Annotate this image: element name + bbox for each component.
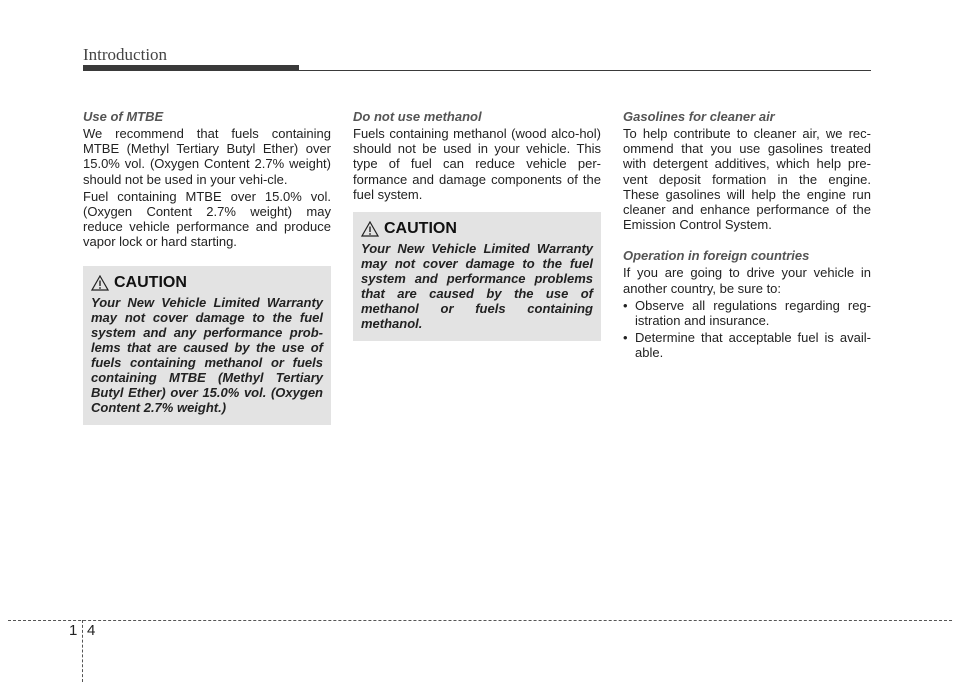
caution-title (361, 220, 593, 238)
paragraph: If you are going to drive your vehicle in another country, be sure to: (623, 265, 871, 296)
paragraph: We recommend that fuels containing MTBE (Methyl Tertiary Butyl Ether) over 15.0% vol. (Oxygen Content 2.7% weight) should not be used in your vehi-cle. (83, 126, 331, 187)
caution-title (91, 274, 323, 292)
column-3 (623, 109, 871, 363)
paragraph: Fuels containing methanol (wood alco-hol) should not be used in your vehicle. This type of fuel can reduce vehicle per-formance and damage components of the fuel system. (353, 126, 601, 202)
section-heading-cleaner-air: Gasolines for cleaner air (623, 109, 775, 124)
caution-label: CAUTION (384, 220, 457, 238)
footer-dashed-rule (8, 620, 952, 621)
footer-dashed-divider (82, 620, 83, 682)
list-item: • Observe all regulations regarding reg-istration and insurance. (623, 298, 871, 328)
column-1 (83, 109, 331, 425)
header-rule (299, 70, 871, 71)
chapter-number: 1 (69, 622, 78, 639)
caution-text: Your New Vehicle Limited Warranty may not cover damage to the fuel system and performance problems that are caused by the use of methanol or fuels containing methanol. (361, 241, 593, 332)
page-number: 4 (87, 622, 96, 639)
warning-triangle-icon (91, 275, 109, 291)
list-item: • Determine that acceptable fuel is avail-able. (623, 330, 871, 360)
warning-triangle-icon (361, 221, 379, 237)
section-heading-methanol: Do not use methanol (353, 109, 482, 124)
caution-text: Your New Vehicle Limited Warranty may not cover damage to the fuel system and any performance prob-lems that are caused by the use of fuels containing methanol or fuels containing MTBE (Methyl Tertiary Butyl Ether) over 15.0% vol. (Oxygen Content 2.7% weight.) (91, 294, 323, 415)
section-heading-foreign-countries: Operation in foreign countries (623, 248, 810, 264)
paragraph: To help contribute to cleaner air, we rec-ommend that you use gasolines treated with detergent additives, which help pre-vent deposit formation in the engine. These gasolines will help the engine run cleaner and enhance performance of the Emission Control System. (623, 126, 871, 233)
caution-box (353, 212, 601, 341)
header-bar (83, 65, 299, 71)
section-heading-mtbe: Use of MTBE (83, 109, 164, 124)
column-2 (353, 109, 601, 341)
paragraph: Fuel containing MTBE over 15.0% vol. (Oxygen Content 2.7% weight) may reduce vehicle performance and produce vapor lock or hard starting. (83, 188, 331, 250)
caution-label: CAUTION (114, 273, 187, 291)
page-header-title: Introduction (83, 45, 168, 64)
bullet-list (623, 298, 871, 361)
caution-box (83, 266, 331, 425)
